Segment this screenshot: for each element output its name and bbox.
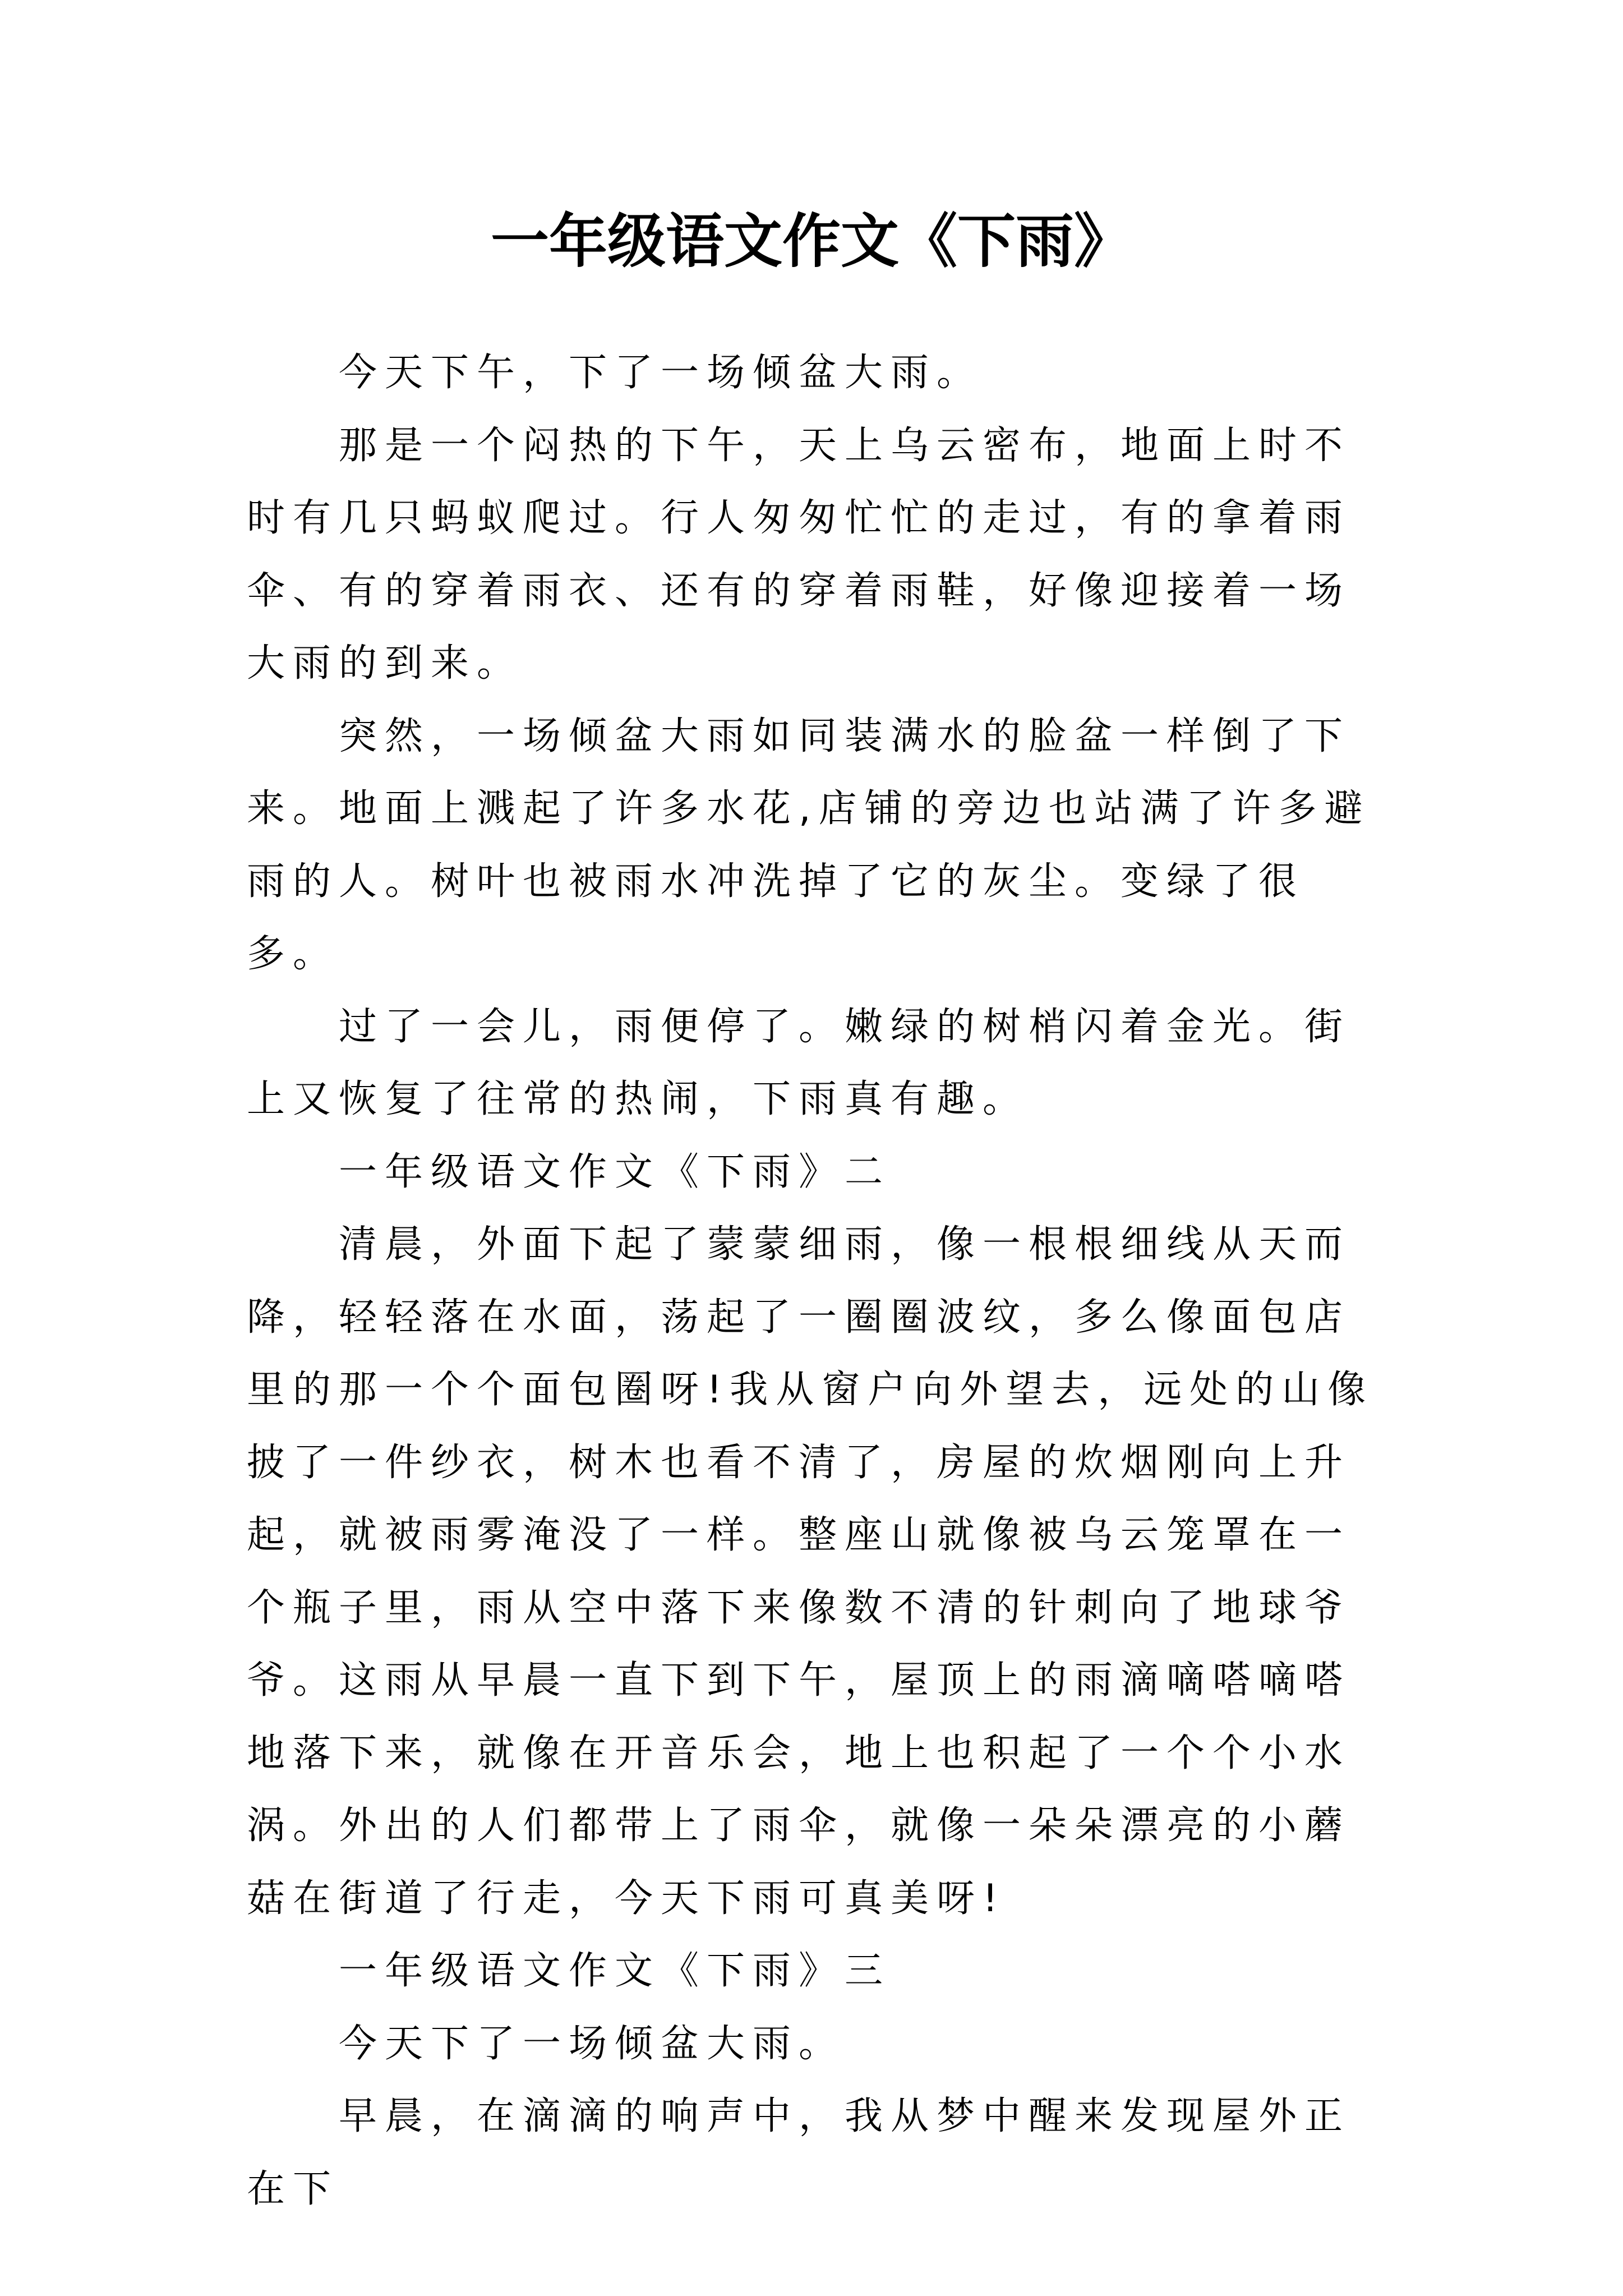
paragraph: 过了一会儿，雨便停了。嫩绿的树梢闪着金光。街上又恢复了往常的热闹，下雨真有趣。	[247, 1004, 1351, 1121]
paragraph: 清晨，外面下起了蒙蒙细雨，像一根根细线从天而降，轻轻落在水面，荡起了一圈圈波纹，多么像面包店里的那一个个面包圈呀!我从窗户向外望去，远处的山像披了一件纱衣，树木也看不清了，房屋的炊烟刚向上升起，就被雨雾淹没了一样。整座山就像被乌云笼罩在一个瓶子里，雨从空中落下来像数不清的针刺向了地球爷爷。这雨从早晨一直下到下午，屋顶上的雨滴嘀嗒嘀嗒地落下来，就像在开音乐会，地上也积起了一个个小水涡。外出的人们都带上了雨伞，就像一朵朵漂亮的小蘑菇在街道了行走，今天下雨可真美呀!	[247, 1222, 1374, 1921]
section-heading: 一年级语文作文《下雨》三	[339, 1949, 891, 1993]
document-body	[247, 337, 1385, 2225]
section-heading: 一年级语文作文《下雨》二	[339, 1149, 891, 1194]
paragraph: 突然，一场倾盆大雨如同装满水的脸盆一样倒了下来。地面上溅起了许多水花,店铺的旁边也站满了许多避雨的人。树叶也被雨水冲洗掉了它的灰尘。变绿了很多。	[247, 714, 1371, 976]
paragraph: 今天下了一场倾盆大雨。	[339, 2021, 845, 2066]
paragraph: 早晨，在滴滴的响声中，我从梦中醒来发现屋外正在下	[247, 2094, 1351, 2211]
paragraph: 今天下午，下了一场倾盆大雨。	[339, 351, 983, 395]
paragraph: 那是一个闷热的下午，天上乌云密布，地面上时不时有几只蚂蚁爬过。行人匆匆忙忙的走过，有的拿着雨伞、有的穿着雨衣、还有的穿着雨鞋，好像迎接着一场大雨的到来。	[247, 423, 1351, 685]
document-title: 一年级语文作文《下雨》	[490, 206, 1132, 275]
